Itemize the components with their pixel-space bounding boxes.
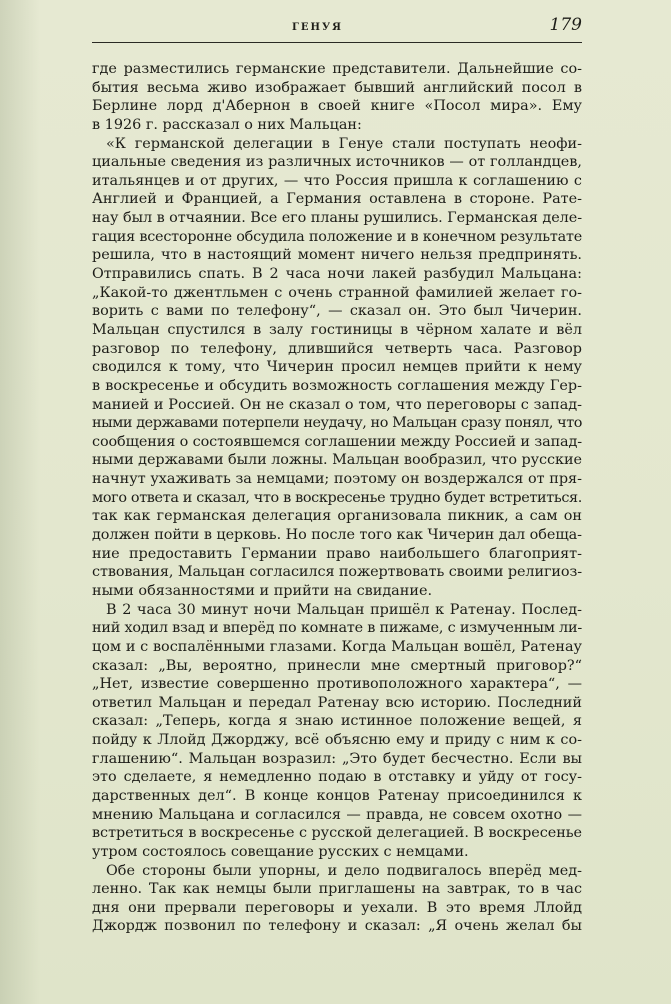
running-head: ГЕНУЯ	[292, 22, 343, 33]
text-line: Берлине лорд д'Абернон в своей книге «Посол мира». Ему	[92, 98, 582, 115]
text-line: В 2 часа 30 минут ночи Мальцан пришёл к Ратенау. Послед-	[106, 601, 582, 618]
text-line: утром состоялось совещание русских с немцами.	[92, 843, 469, 860]
text-line: ными державами потерпели неудачу, но Мальцан сразу понял, что	[92, 415, 582, 432]
text-line: ворить с вами по телефону“, — сказал он. Это был Чичерин.	[92, 303, 582, 320]
text-line: сообщения о состоявшемся соглашении между Россией и запад-	[92, 433, 582, 450]
text-line: цом и с воспалёнными глазами. Когда Мальцан вошёл, Ратенау	[92, 638, 582, 655]
text-line: ными державами были ложны. Мальцан вообразил, что русские	[92, 452, 582, 469]
text-line: Джордж позвонил по телефону и сказал: „Я очень желал бы	[92, 918, 582, 935]
text-line: разговор по телефону, длившийся четверть часа. Разговор	[92, 340, 582, 357]
text-line: ние предоставить Германии право наибольшего благоприят-	[92, 545, 582, 562]
text-line: решила, что в настоящий момент ничего нельзя предпринять.	[92, 247, 582, 264]
text-line: гация всесторонне обсудила положение и в конечном результате	[92, 228, 582, 245]
text-line: начнут ухаживать за немцами; поэтому он воздержался от пря-	[92, 471, 582, 488]
text-line: сводился к тому, что Чичерин просил немцев прийти к нему	[92, 359, 582, 376]
text-line: Отправились спать. В 2 часа ночи лакей разбудил Мальцана:	[92, 266, 582, 283]
text-line: «К германской делегации в Генуе стали поступать неофи-	[106, 135, 582, 152]
text-line: глашению“. Мальцан возразил: „Это будет бесчестно. Если вы	[92, 750, 582, 767]
text-line: дня они прервали переговоры и уехали. В это время Ллойд	[92, 899, 582, 916]
text-line: ний ходил взад и вперёд по комнате в пижаме, с измученным ли-	[92, 620, 582, 637]
text-line: дарственных дел“. В конце концов Ратенау присоединился к	[92, 787, 582, 804]
text-line: так как германская делегация организовала пикник, а сам он	[92, 508, 582, 525]
page-header	[92, 11, 582, 41]
header-rule	[92, 42, 582, 43]
text-line: встретиться в воскресенье с русской делегацией. В воскресенье	[92, 825, 582, 842]
text-line: сказал: „Теперь, когда я знаю истинное положение вещей, я	[92, 713, 582, 730]
text-line: манией и Россией. Он не сказал о том, что переговоры с запад-	[92, 396, 582, 413]
text-line: в 1926 г. рассказал о них Мальцан:	[92, 116, 362, 133]
text-line: мого ответа и сказал, что в воскресенье трудно будет встретиться.	[92, 489, 582, 506]
text-line: Англией и Францией, а Германия оставлена в стороне. Рате-	[92, 191, 582, 208]
text-line: сказал: „Вы, вероятно, принесли мне смертный приговор?“	[92, 657, 582, 674]
page-number: 179	[549, 15, 582, 35]
text-line: бытия весьма живо изображает бывший английский посол в	[92, 79, 582, 96]
text-line: ными обязанностями и прийти на свидание.	[92, 582, 433, 599]
text-line: итальянцев и от других, — что Россия пришла к соглашению с	[92, 172, 582, 189]
text-line: „Нет, известие совершенно противоположного характера“, —	[92, 676, 582, 693]
text-line: где разместились германские представители. Дальнейшие со-	[92, 61, 582, 77]
text-line: ствования, Мальцан согласился пожертвовать своими религиоз-	[92, 564, 582, 581]
text-line: Обе стороны были упорны, и дело подвигалось вперёд мед-	[106, 862, 582, 879]
text-line: мнению Мальцана и согласился — правда, не совсем охотно —	[92, 806, 582, 823]
text-line: в воскресенье и обсудить возможность соглашения между Гер-	[92, 377, 582, 394]
body-text	[92, 60, 582, 936]
text-line: ленно. Так как немцы были приглашены на завтрак, то в час	[92, 881, 582, 898]
text-line: циальные сведения из различных источников — от голландцев,	[92, 154, 582, 171]
text-line: ответил Мальцан и передал Ратенау всю историю. Последний	[92, 694, 582, 711]
page-gutter-shadow	[0, 0, 40, 1004]
text-line: пойду к Ллойд Джорджу, всё объясню ему и приду с ним к со-	[92, 732, 582, 749]
text-line: Мальцан спустился в залу гостиницы в чёрном халате и вёл	[92, 321, 582, 338]
text-line: „Какой-то джентльмен с очень странной фамилией желает го-	[92, 284, 582, 301]
text-line: должен пойти в церковь. Но после того как Чичерин дал обеща-	[92, 527, 582, 544]
text-line: это сделаете, я немедленно подаю в отставку и уйду от госу-	[92, 769, 582, 786]
text-line: нау был в отчаянии. Все его планы рушились. Германская деле-	[92, 210, 582, 227]
